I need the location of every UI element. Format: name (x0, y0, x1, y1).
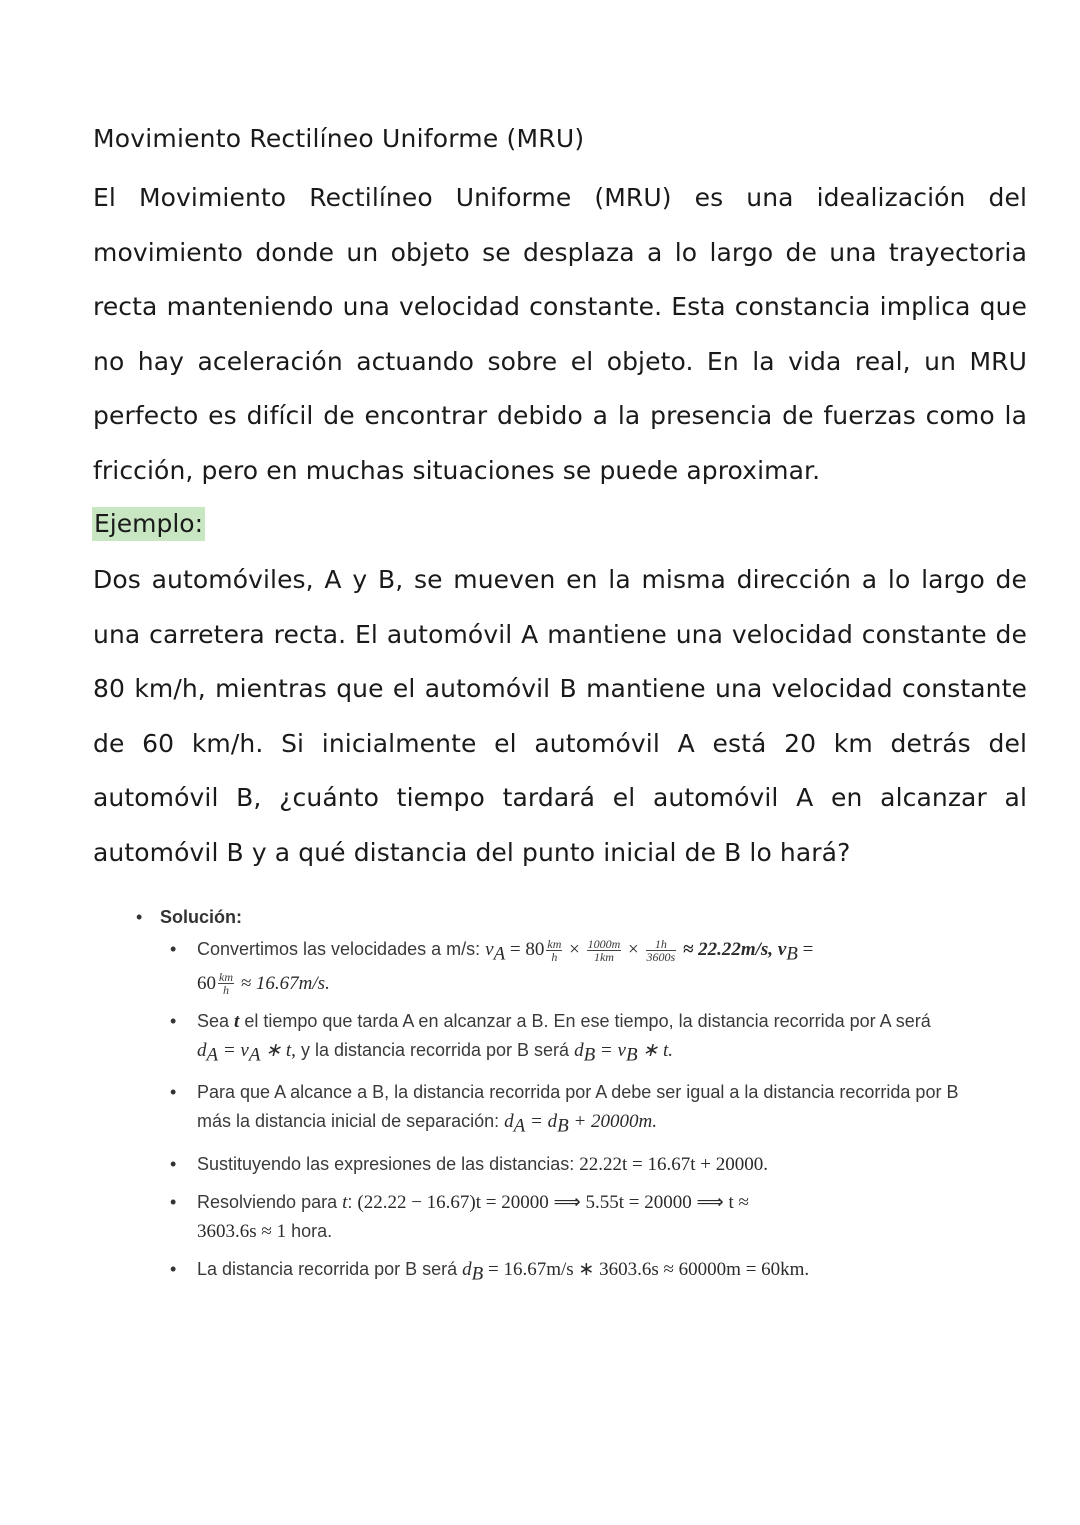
solution-step-2: • Sea t el tiempo que tarda A en alcanzar a B. En ese tiempo, la distancia recorrida por A será $d_A = v_A$ ∗ t, y la distancia recorrida por B será $d_B = v_B$ ∗ t. (136, 1007, 996, 1070)
solution-step-6: • La distancia recorrida por B será $d_B = 16.67m/s$ ∗ 3603.6s ≈ 60000m = 60km. (136, 1255, 996, 1289)
fraction: $\frac{1h}{3600s}$ (646, 936, 676, 964)
solution-heading: Solución: (160, 906, 242, 927)
solution-step-4: • Sustituyendo las expresiones de las distancias: 22.22t = 16.67t + 20000. (136, 1150, 996, 1179)
intro-paragraph: El Movimiento Rectilíneo Uniforme (MRU) es una idealización del movimiento donde un objeto se desplaza a lo largo de una trayectoria recta manteniendo una velocidad constante. Esta constancia implica que no hay aceleración actuando sobre el objeto. En la vida real, un MRU perfecto es difícil de encontrar debido a la presencia de fuerzas como la fricción, pero en muchas situaciones se puede aproximar. (93, 183, 1027, 485)
solution-step-5: • Resolviendo para t: (22.22 − 16.67)t = 20000 ⟹ 5.55t = 20000 ⟹ t ≈ 3603.6s ≈ 1 hora. (136, 1188, 996, 1246)
example-label: Ejemplo: (92, 507, 205, 541)
fraction: $\frac{km}{h}$ (547, 936, 562, 964)
solution-section (136, 899, 996, 1297)
page-title: Movimiento Rectilíneo Uniforme (MRU) (93, 124, 585, 153)
example-paragraph: Dos automóviles, A y B, se mueven en la misma dirección a lo largo de una carretera recta. El automóvil A mantiene una velocidad constante de 80 km/h, mientras que el automóvil B mantiene una velocidad constante de 60 km/h. Si inicialmente el automóvil A está 20 km detrás del automóvil B, ¿cuánto tiempo tardará el automóvil A en alcanzar al automóvil B y a qué distancia del punto inicial de B lo hará? (93, 565, 1027, 867)
bullet-icon: • (136, 906, 143, 927)
fraction: $\frac{km}{h}$ (219, 970, 233, 998)
solution-heading-row (136, 899, 996, 935)
solution-step-1: • Convertimos las velocidades a m/s: $v_A = 80$ $\frac{km}{h}$ × $\frac{1000m}{1km}$ × $\frac{1h}{3600s}$ ≈ 22.22m/s, $v_B$ = 60 $\frac{km}{h}$ ≈ 16.67m/s. (136, 935, 996, 998)
solution-steps (136, 935, 996, 1288)
fraction: $\frac{1000m}{1km}$ (587, 936, 621, 964)
solution-step-3: • Para que A alcance a B, la distancia recorrida por A debe ser igual a la distancia recorrida por B más la distancia inicial de separación: $d_A = d_B + 20000m$. (136, 1078, 996, 1141)
